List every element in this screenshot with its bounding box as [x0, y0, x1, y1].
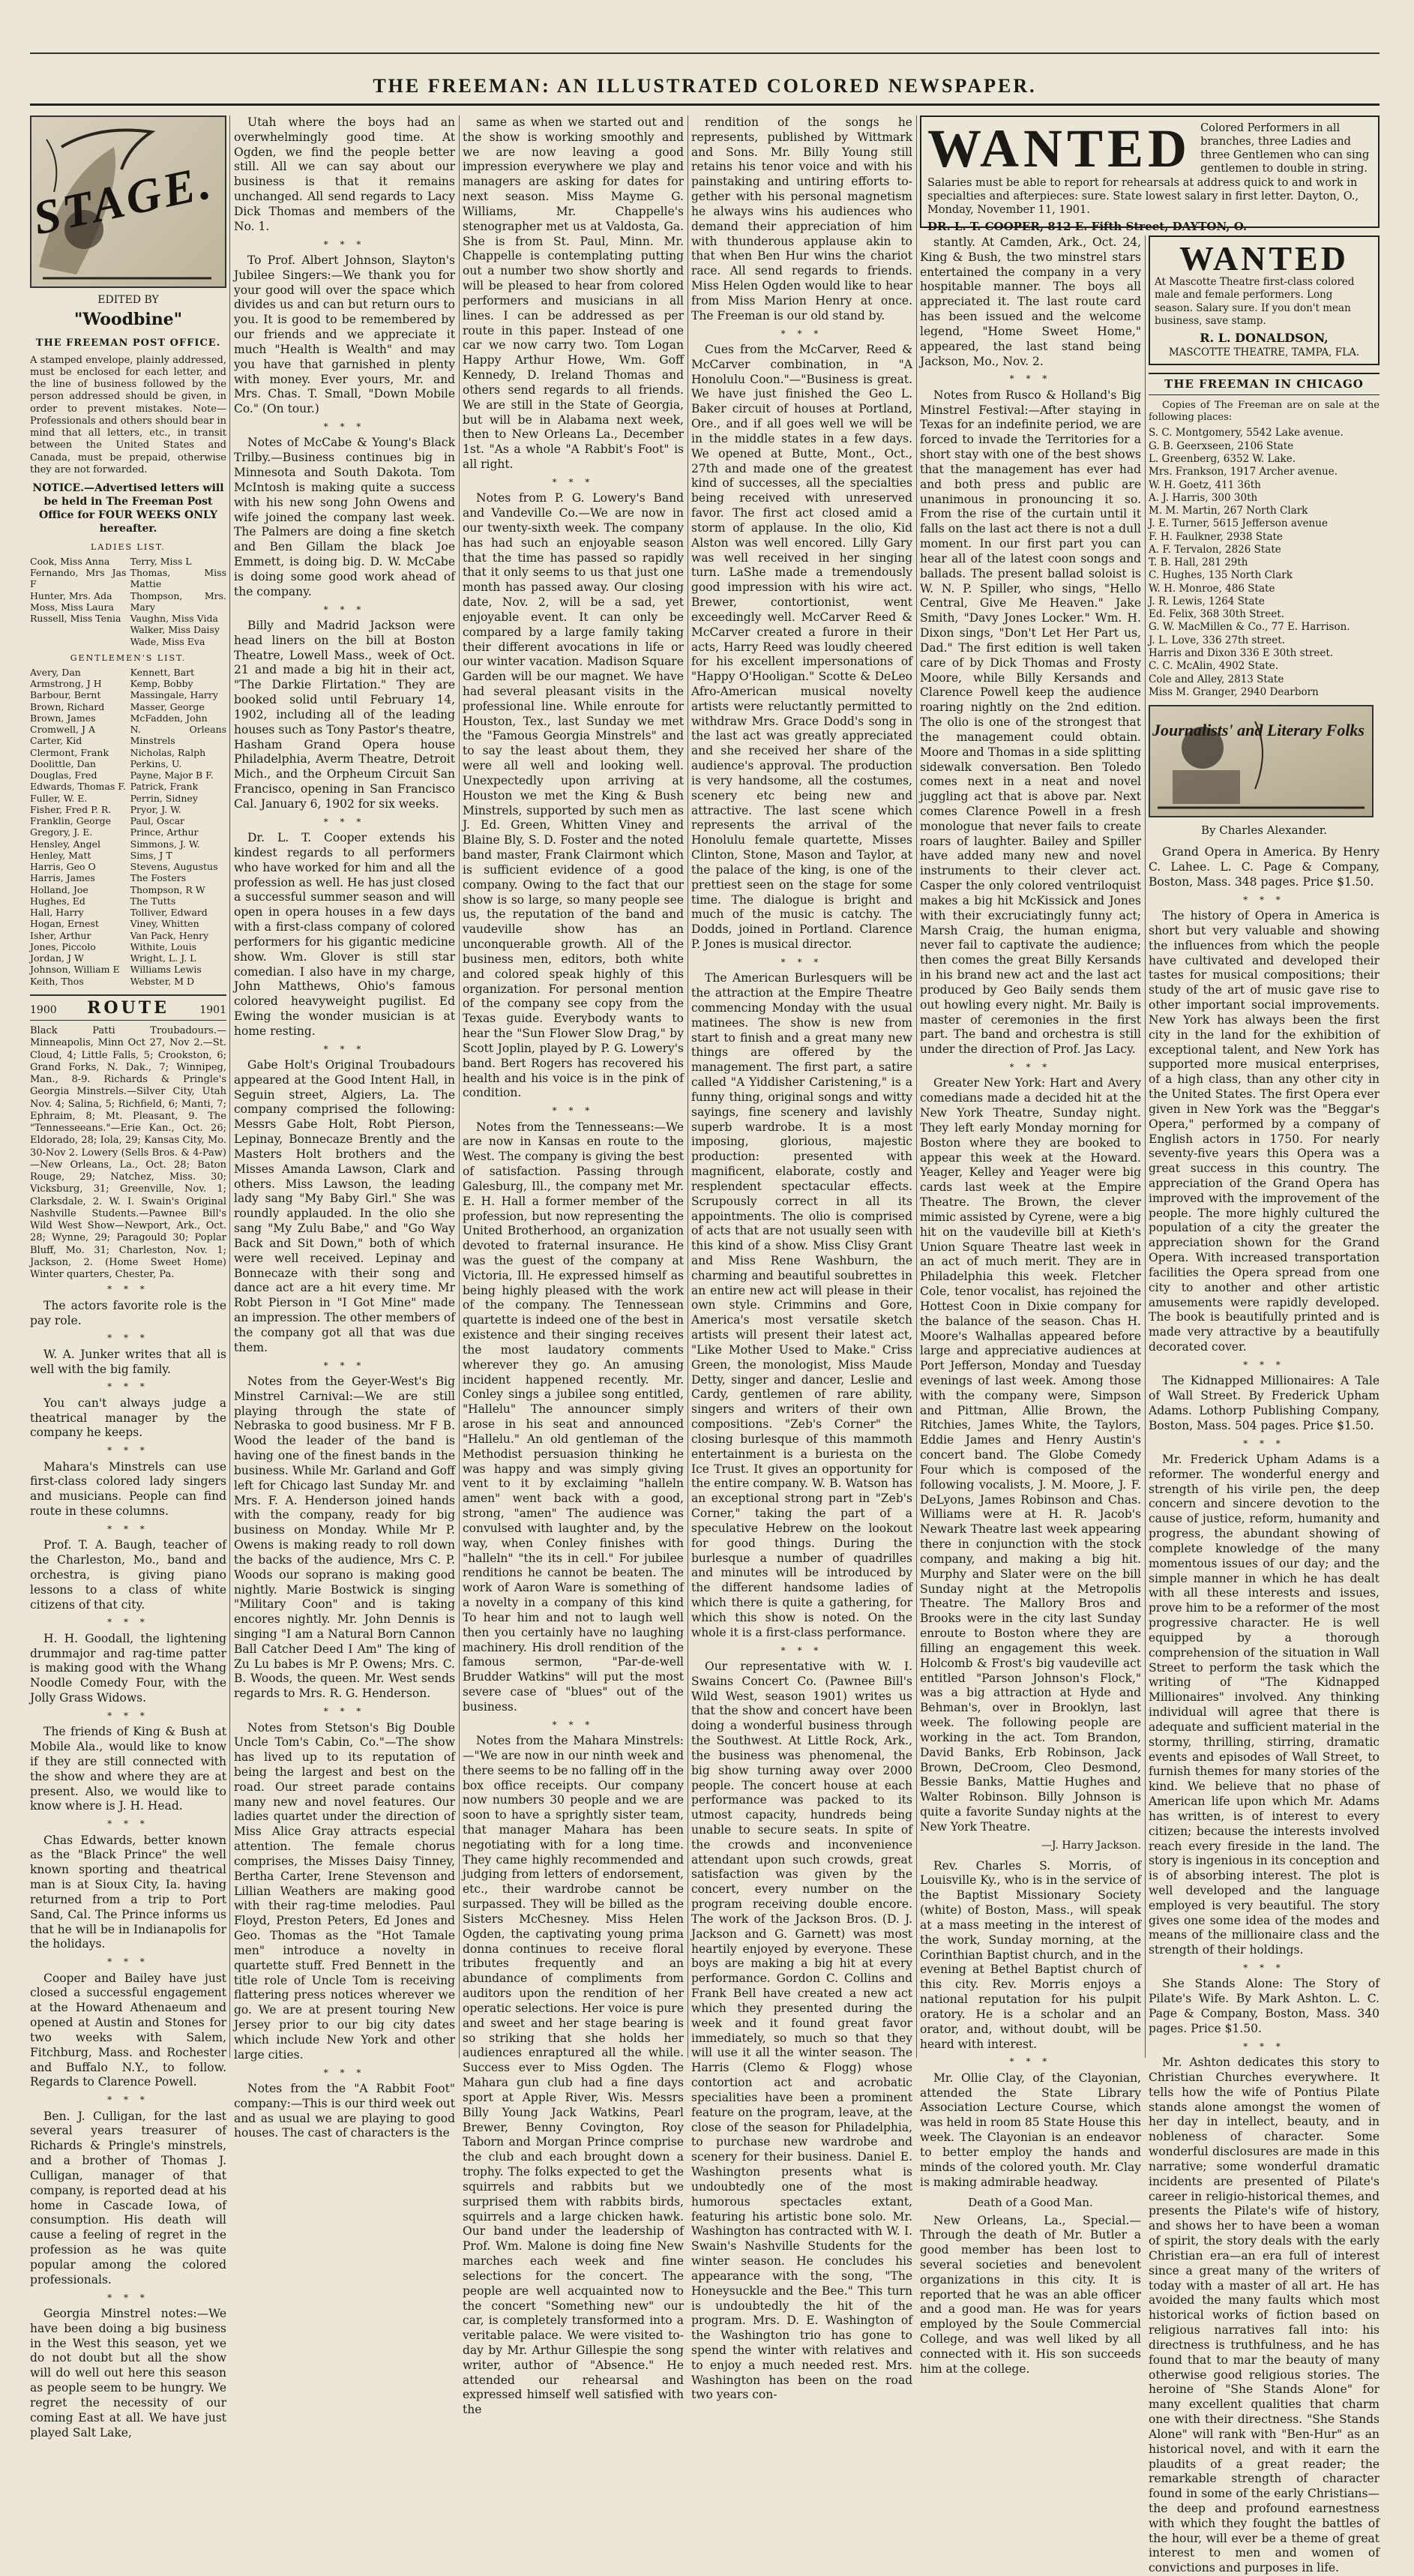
separator-stars: * * * — [323, 1360, 366, 1371]
wanted-headline: WANTED — [927, 118, 1192, 178]
article-paragraph: Cues from the McCarver, Reed & McCarver combination, in "A Honolulu Coon."—"Business is great. We have just finished the Geo L. Baker circuit of houses at Portland, Ore., and if all goes well we will be in the middle states in a few days. We opened at Butte, Mont., Oct., 27th and made one of the greatest kind of successes, all the specialties being received with unreserved favor. The first act closed amid a storm of applause. In the olio, Kid Alston was well encored. Lilly Gary was well received in her singing turn. LaShe made a tremendously good impression with his wire act. Brewer, contortionist, went exceedingly well. McCarver Reed & McCarver created a furore in their acts, Harry Reed was loudly cheered for his excellent impersonations of "Happy O'Hooligan." Scotte & DeLeo Afro-American musical novelty artists were reluctantly permitted to withdraw Mrs. Grace Dodd's song in the last act was greatly appreciated and she received her share of the audience's approval. The production is very handsome, all the costumes, scenery etc being new and attractive. The last scene which represents the arrival of the Honolulu female quartette, Misses Clinton, Stone, Mason and Taylor, at the palace of the king, is one of the prettiest seen on the stage for some time. The dialogue is bright and much of the music is catchy. The Dodds, joined in Portland. Clarence P. Jones is musical director. — [691, 342, 912, 952]
column-1 — [28, 115, 226, 2440]
article-paragraph: The American Burlesquers will be the attraction at the Empire Theatre commencing Monday with the usual matinees. The show is new from start to finish and a great many new things are offered by the management. The first part, a satire called "A Yiddisher Caristening," is a funny thing, original songs and witty sayings, fine scenery and lavishly superb wardrobe. It is a most imposing, glorious, majestic production: presented with magnificent, elaborate, costly and resplendent spectacular effects. Scrupously correct in all its appointments. The olio is comprised of acts that are not usually seen with this kind of a show. Miss Clisy Grant and Miss Rene Washburn, the charming and beautiful soubrettes in an entire new act will please in their own style. Crimmins and Gore, America's most versatile sketch artists will present their latest act, "Like Mother Used to Make." Criss Green, the monologist, Miss Maude Detty, singer and dancer, Leslie and Cardy, gentlemen of rare ability, singers and writers of their own compositions. "Zeb's Corner" the closing burlesque of this mammoth entertainment is a buriesta on the Ice Trust. It gives an opportunity for the entire company. W. B. Watson has an exceptional strong part in "Zeb's Corner," taking the part of a speculative Hebrew on the lookout for good things. During the burlesque a number of quadrilles and minutes will be introduced by the different handsome ladies of which there is quite a gathering, for which this show is noted. On the whole it is a first-class performance. — [691, 971, 912, 1639]
article-signoff: —J. Harry Jackson. — [1041, 1839, 1141, 1852]
article-paragraph: Mr. Ashton dedicates this story to Christian Churches everywhere. It tells how the wife of Pontius Pilate stands alone amongst the women of her day in intellect, beauty, and in nobleness of character. Some wonderful disclosures are made in this narrative; some wonderful dramatic incidents are presented of Pilate's career in religio-historical themes, and presents the Pilate's wife of history, and shows her to have been a woman of spirit, the story deals with the early Christian era—an era full of interest since a great many of the writers of today with a master of all art. He has avoided the many faults which most historical works of fiction based on religious narratives fall into: his directness is truthfulness, and he has found that to mar the beauty of many otherwise good religious stories. The heroine of "She Stands Alone" for many excellent qualities that charm one with their directness. "She Stands Alone" will rank with "Ben-Hur" as an historical novel, and with it earn the plaudits of a great reader; the remarkable strength of character found in some of the early Christians—the deep and profound earnestness with which they fought the battles of the hour, will ever be a theme of great interest to men and women of convictions and purposes in life. — [1149, 2056, 1380, 2575]
gentlemen-list-right: Kennett, Bart Kemp, Bobby Massingale, Harry Masser, George McFadden, John N. Orleans Minstrels Nicholas, Ralph Perkins, U. Payne, Major B F. Patrick, Frank Perrin, Sidney Pryor, J. W. Paul, Oscar Prince, Arthur Simmons, J. W. Sims, J T Stevens, Augustus The Fosters Thompson, R W The Tutts Tolliver, Edward Viney, Whitten Van Pack, Henry Withite, Louis Wright, L. J. L Williams Lewis Webster, M D — [130, 666, 226, 987]
separator-stars: * * * — [323, 2067, 366, 2078]
wanted-ad-text: Colored Performers in all branches, three Ladies and three Gentlemen who can sing gentlemen to double in string. Salaries must be able to report for rehearsals at address quick to and work in specialties and afterpieces: sure. State lowest salary in first letter. Dayton, O., Monday, November 11, 1901. — [927, 122, 1370, 216]
post-office-title: THE FREEMAN POST OFFICE. — [35, 337, 221, 349]
separator-stars: * * * — [780, 1645, 823, 1656]
separator-stars: * * * — [1243, 1963, 1285, 1974]
article-paragraph: Dr. L. T. Cooper extends his kindest regards to all performers who have worked for him and all the profession as well. He has just closed a successful summer season and will open in opera houses in a few days with a first-class company of colored performers for his gigantic medicine show. Wm. Glover is still star comedian. I also have in my charge, John Matthews, Ohio's famous colored heavyweight pugilist. Ed Ewing the wonder musician is at home resting. — [234, 831, 455, 1038]
route-year-right: 1901 — [199, 1003, 226, 1016]
separator-stars: * * * — [107, 1819, 149, 1830]
article-paragraph: Gabe Holt's Original Troubadours appeared at the Good Intent Hall, in Seguin street, Algiers, La. The company comprised the following: Messrs Gabe Holt, Robt Pierson, Lepinay, Bonnecaze Brently and the Masters Holt brothers and the Misses Amanda Lawson, Clark and others. Miss Lawson, the leading lady sang "My Baby Girl." She was roundly applauded. In the olio she sang "My Zulu Babe," and "Go Way Back and Sit Down," both of which were well received. Lepinay and Bonnecaze with their song and dance act are a hit every time. Mr Robt Pierson in "I Got Mine" made an impression. The other members of the company got all that was due them. — [234, 1058, 455, 1354]
article-paragraph: New Orleans, La., Special.—Through the death of Mr. Butler a good member has been lost to several societies and benevolent organizations in this city. It is reported that he was an able officer and a good man. He was for years employed by the Soule Commercial College, and was well liked by all connected with it. His son succeeds him at the college. — [920, 2213, 1141, 2376]
column-6 — [1149, 235, 1380, 2575]
article-paragraph: stantly. At Camden, Ark., Oct. 24, King & Bush, the two minstrel stars entertained the company in a very hospitable manner. The boys all appreciated it. The last route card has been issued and the welcome legend, "Home Sweet Home," appeared, the last stand being Jackson, Mo., Nov. 2. — [920, 235, 1141, 368]
separator-stars: * * * — [552, 476, 595, 487]
article-paragraph: Utah where the boys had an overwhelmingly good time. At Ogden, we find the people better still. All we can say about our business is that it remains unchanged. All send regards to Lacy Dick Thomas and members of the No. 1. — [234, 115, 455, 233]
article-paragraph: Our representative with W. I. Swains Concert Co. (Pawnee Bill's Wild West, season 1901) writes us that the show and concert have been doing a wonderful business through the Southwest. At Little Rock, Ark., the business was phenomenal, the big show turning away over 2000 people. The concert house at each performance was packed to its utmost capacity, hundreds being unable to secure seats. In spite of the crowds and inconvenience attendant upon such crowds, great satisfaction was given by the concert, every number on the program receiving double encore. The work of the Jackson Bros. (D. J. Jackson and G. Garnett) was most heartily enjoyed by everyone. These boys are making a big hit at every performance. Gordon C. Collins and Frank Bell have created a new act which they presented during the week and it found great favor immediately, so much so that they will use it all the winter season. The Harris (Clemo & Flogg) whose contortion act and acrobatic specialities have been a prominent feature on the program, leave, at the close of the season for Philadelphia, to purchase new wardrobe and scenery for their business. Daniel E. Washington presents what is undoubtedly one of the most humorous spectacles extant, featuring his artistic bone solo. Mr. Washington has contracted with W. I. Swain's Nashville Students for the winter season. He concludes his appearance with the song, "The Honeysuckle and the Bee." This turn is undoubtedly the hit of the program. Mrs. D. E. Washington of the Washington trio has gone to spend the winter with relatives and to enjoy a much needed rest. Mrs. Washington has been on the road two years con- — [691, 1659, 912, 2402]
article-paragraph: To Prof. Albert Johnson, Slayton's Jubilee Singers:—We thank you for your good will over the space which divides us and can but return ours to you. It is good to be remembered by our friends and we appreciate it much "Health is Wealth" and may you have that garnished in plenty with money. Ever yours, Mr. and Mrs. Chas. T. Small, "Down Mobile Co." (On tour.) — [234, 253, 455, 416]
wanted-mascotte-name: R. L. DONALDSON, — [1200, 331, 1329, 346]
separator-stars: * * * — [107, 1445, 149, 1456]
article-paragraph: Notes from the "A Rabbit Foot" company:—This is our third week out and as usual we are playing to good houses. The cast of characters is the — [234, 2081, 455, 2140]
route-title: ROUTE — [87, 997, 169, 1018]
column-rule — [1145, 235, 1146, 2058]
freeman-in-chicago-list: S. C. Montgomery, 5542 Lake avenue. G. B. Geerxseen, 2106 State L. Greenberg, 6352 W. Lake. Mrs. Frankson, 1917 Archer avenue. W. H. Goetz, 411 36th A. J. Harris, 300 30th M. M. Martin, 267 North Clark J. E. Turner, 5615 Jefferson avenue F. H. Faulkner, 2938 State A. F. Tervalon, 2826 State T. B. Hall, 281 29th C. Hughes, 135 North Clark W. H. Monroe, 486 State J. R. Lewis, 1264 State Ed. Felix, 368 30th Street. G. W. MacMillen & Co., 77 E. Harrison. J. L. Love, 336 27th street. Harris and Dixon 336 E 30th street. C. C. McAlin, 4902 State. Cole and Alley, 2813 State Miss M. Granger, 2940 Dearborn — [1149, 427, 1350, 698]
article-paragraph: The history of Opera in America is short but very valuable and showing the influences from which the people have cultivated and developed their tastes for musical compositions; their study of the art of music gave rise to other important social improvements. New York has always been the first city in the land for the exhibition of exceptional talent, and New York has supported more musical enterprises, of a high class, than any other city in the United States. The first Opera ever given in New York was the "Beggar's Opera," performed by a company of English actors in 1750. For nearly seventy-five years this Opera was a great success in this country. The appreciation of the Grand Opera has improved with the improvement of the people. The more highly cultured the population of a city the greater the appreciation shown for the Grand Opera. With increased transportation facilities the Opera spread from one city to another and other artistic amusements were rapidly developed. The book is beautifully printed and is made very attractive by a beautifully decorated cover. — [1149, 909, 1380, 1354]
notice-text: NOTICE.—Advertised letters will be held in The Freeman Post Office for FOUR WEEKS ONLY hereafter. — [32, 482, 224, 535]
separator-stars: * * * — [107, 2292, 149, 2303]
article-paragraph: W. A. Junker writes that all is well with the big family. — [30, 1347, 226, 1376]
ladies-list-left: Cook, Miss Anna Fernando, Mrs Jas F Hunter, Mrs. Ada Moss, Miss Laura Russell, Miss Tenia — [30, 555, 127, 625]
wanted-mascotte-text: At Mascotte Theatre first-class colored male and female performers. Long season. Salary sure. If you don't mean business, save stamp. — [1155, 276, 1355, 327]
ladies-list-title: LADIES LIST. — [91, 541, 166, 552]
separator-stars: * * * — [323, 238, 366, 250]
freeman-in-chicago-title: THE FREEMAN IN CHICAGO — [1149, 373, 1380, 395]
article-paragraph: Georgia Minstrel notes:—We have been doing a big business in the West this season, yet we do not doubt but all the show will do well out here this season as people seem to be hungry. We regret the necessity of our coming East at all. We have just played Salt Lake, — [30, 2306, 226, 2440]
separator-stars: * * * — [780, 328, 823, 339]
gentlemen-list-left: Avery, Dan Armstrong, J H Barbour, Bernt Brown, Richard Brown, James Cromwell, J A Carter, Kid Clermont, Frank Doolittle, Dan Douglas, Fred Edwards, Thomas F. Fuller, W. E. Fisher, Fred P. R. Franklin, George Gregory, J. E. Hensley, Angel Henley, Matt Harris, Geo O Harris, James Holland, Joe Hughes, Ed Hall, Harry Hogan, Ernest Isher, Arthur Jones, Piccolo Jordan, J W Johnson, William E Keith, Thos — [30, 666, 126, 987]
column-rule — [229, 115, 230, 2058]
article-paragraph: Cooper and Bailey have just closed a successful engagement at the Howard Athenaeum and opened at Austin and Stones for two weeks with Salem, Fitchburg, Mass. and Rochester and Buffalo N.Y., to follow. Regards to Clarence Powell. — [30, 1971, 226, 2089]
editor-name: "Woodbine" — [73, 309, 183, 329]
separator-stars: * * * — [107, 1710, 149, 1721]
article-paragraph: Notes from the Tennesseans:—We are now in Kansas en route to the West. The company is giving the best of satisfaction. Passing through Galesburg, Ill., the company met Mr. E. H. Hall a former member of the profession, but now representing the United Brotherhood, an organization devoted to fraternal insurance. He was the guest of the company at Victoria, Ill. He expressed himself as being highly pleased with the work of the company. The Tennessean quartette is indeed one of the best in existence and their singing receives the most laudatory comments wherever they go. An amusing incident happened recently. Mr. Conley sings a jubilee song entitled, "Hallelu" The announcer simply arose in his seat and announced "Hallelu." An old gentleman of the Methodist persuasion thinking he was happy and was simply giving vent to it by exclaiming "halleln amen" went back with a good, strong, "amen" The audience was convulsed with laughter and, by the way, when Conley finishes with "halleln" "the its in cell." For jubilee renditions he cannot be beaten. The work of Aaron Ware is something of a novelty in a company of this kind To hear him and not to laugh well then you certainly have no laughing machinery. His droll rendition of the famous sermon, "Par-de-well Brudder Watkins" will put the most severe case of "blues" out of the business. — [463, 1120, 684, 1714]
article-paragraph: You can't always judge a theatrical manager by the company he keeps. — [30, 1396, 226, 1440]
top-rule — [30, 52, 1380, 54]
article-paragraph: She Stands Alone: The Story of Pilate's Wife. By Mark Ashton. L. C. Page & Company, Boston, Mass. 340 pages. Price $1.50. — [1149, 1977, 1380, 2035]
article-paragraph: Grand Opera in America. By Henry C. Lahee. L. C. Page & Company, Boston, Mass. 348 pages. Price $1.50. — [1149, 845, 1380, 889]
separator-stars: * * * — [323, 1706, 366, 1717]
separator-stars: * * * — [1243, 2041, 1285, 2052]
wanted-advertisement — [920, 115, 1380, 233]
separator-stars: * * * — [323, 816, 366, 827]
column-rule — [916, 115, 917, 2058]
separator-stars: * * * — [552, 1719, 595, 1730]
edited-by-label: EDITED BY — [97, 294, 159, 306]
article-paragraph: The Kidnapped Millionaires: A Tale of Wall Street. By Frederick Upham Adams. Lothorp Publishing Company, Boston, Mass. 504 pages. Price $1.50. — [1149, 1374, 1380, 1432]
article-paragraph: Ben. J. Culligan, for the last several years treasurer of Richards & Pringle's minstrels, and a brother of Thomas J. Culligan, manager of that company, is reported dead at his home in Cascade Iowa, of consumption. His death will cause a feeling of regret in the profession as he was quite popular among the colored professionals. — [30, 2109, 226, 2287]
article-paragraph: Mahara's Minstrels can use first-class colored lady singers and musicians. People can find route in these columns. — [30, 1459, 226, 1519]
separator-stars: * * * — [1243, 1438, 1285, 1449]
article-paragraph: Notes from Rusco & Holland's Big Minstrel Festival:—After staying in Texas for an indefinite period, we are forced to invade the Territories for a short stay with one of the best shows that the management has ever had and both press and public are unanimous in pronouncing it so. From the rise of the curtain until it falls on the last act there is not a dull moment. In our first part you can hear all of the latest coon songs and ballads. The present ballad soloist is W. N. P. Spiller, who sings, "Hello Central, Give Me Heaven." Jake Smith, "Davy Jones Locker." Wm. H. Dixon sings, "Don't Let Her Part us, Dad." The first edition is well taken care of by Dick Thomas and Frosty Moore, while Billy Kersands and Clarence Powell keep the audience roaring nightly on the 2nd edition. The olio is one of the strongest that the management could obtain. Moore and Thomas in a side splitting sidewalk conversation. Ben Toledo comes next in a neat and novel juggling act that is above par. Next comes Clarence Powell in a fresh monologue that never fails to create roars of laughter. Bailey and Spiller have added many new and novel instruments to their clever act. Casper the only colored ventriloquist makes a big hit McKissick and Jones with their excruciatingly funny act; Marsh Craig, the human enigma, never fail to captivate the audience; then comes the great Billy Kersands in his brand new act and the last act produced by Geo Baily sends them out howling every night. Mr. Baily is master of ceremonies in the first part. The band and orchestra is still under the direction of Prof. Jas Lacy. — [920, 388, 1141, 1057]
article-paragraph: Rev. Charles S. Morris, of Louisville Ky., who is in the service of the Baptist Missionary Society (white) of Boston, Mass., will speak at a mass meeting in the interest of the work, Sunday morning, at the Corinthian Baptist church, and in the evening at Bethel Baptist church of this city. Rev. Morris enjoys a national reputation for his pulpit oratory. He is a scholar and an orator, and, without doubt, will be heard with interest. — [920, 1858, 1141, 2051]
article-paragraph: same as when we started out and the show is working smoothly and we are now leaving a good impression everywhere we play and managers are asking for dates for next season. Miss Mayme G. Williams, Mr. Chappelle's stenographer met us at Valdosta, Ga. She is from St. Paul, Minn. Mr. Chappelle is contemplating putting out a number two show shortly and will be pleased to hear from colored performers and musicians in all lines. I can be addressed as per route in this paper. Instead of one car we now carry two. Tom Logan Happy Arthur Howe, Wm. Goff Kennedy, D. Ireland Thomas and others send regards to all friends. We are still in the State of Georgia, but will be in Alabama next week, then to New Orleans La., December 1st. "As a whole "A Rabbit's Foot" is all right. — [463, 115, 684, 472]
separator-stars: * * * — [107, 1957, 149, 1968]
column-5 — [920, 235, 1141, 2376]
article-paragraph: Chas Edwards, better known as the "Black Prince" the well known sporting and theatrical man is at Sioux City, Ia. having returned from a trip to Port Sand, Cal. The Prince informs us that he will be in Indianapolis for the holidays. — [30, 1833, 226, 1951]
separator-stars: * * * — [107, 1523, 149, 1534]
separator-stars: * * * — [1009, 2056, 1052, 2068]
route-year-left: 1900 — [30, 1003, 57, 1016]
wanted-mascotte-headline: WANTED — [1179, 239, 1349, 277]
article-paragraph: Notes from the Mahara Minstrels:—"We are now in our ninth week and there seems to be no falling off in the box office receipts. Our company now numbers 30 people and we are soon to have a sprightly sister team, that manager Mahara has been negotiating with for a long time. They came highly recommended and judging from letters of endorsement, etc., their wardrobe cannot be surpassed. They will be billed as the Sisters McChesney. Miss Helen Ogden, the captivating young prima donna continues to receive floral tributes frequently and an abundance of compliments from auditors upon the rendition of her operatic selections. Her voice is pure and sweet and her stage bearing is so striking that she holds her audiences enraptured all the while. Success ever to Miss Ogden. The Mahara gun club had a fine days sport at Apple River, Wis. Messrs Billy Young Jack Watkins, Pearl Brewer, Benny Covington, Roy Taborn and Morgan Prince comprise the club and each brought down a trophy. The folks expected to get the squirrels and rabbits but we surprised them with rabbits birds, squirrels and a large chicken hawk. Our band under the leadership of Prof. Wm. Malone is doing fine New marches each week and fine selections for the concert. The people are well acquainted now to the concert "Something new" our car, is completely transformed into a veritable palace. We were visited to-day by Mr. Arthur Gillespie the song writer, author of "Absence." He attended our rehearsal and expressed himself well satisfied with the — [463, 1734, 684, 2417]
gentlemen-list-title: GENTLEMEN'S LIST. — [70, 652, 187, 663]
separator-stars: * * * — [107, 1333, 149, 1344]
column-5-articles — [920, 235, 1141, 2377]
column-2 — [234, 115, 455, 2140]
separator-stars: * * * — [107, 1617, 149, 1628]
article-paragraph: Mr. Ollie Clay, of the Clayonian, attended the State Library Association Lecture Course, which was held in room 85 State House this week. The Clayonian is an endeavor to better employ the hands and minds of the colored youth. Mr. Clay is making admirable headway. — [920, 2071, 1141, 2189]
journalists-title: Journalists' and Literary Folks — [1152, 721, 1365, 740]
column-4 — [691, 115, 912, 2402]
ladies-list — [30, 556, 226, 647]
gentlemen-list — [30, 667, 226, 987]
separator-stars: * * * — [323, 1043, 366, 1054]
column-3 — [463, 115, 684, 2417]
separator-stars: * * * — [1009, 1062, 1052, 1073]
separator-stars: * * * — [1009, 373, 1052, 385]
article-paragraph: Greater New York: Hart and Avery comedians made a decided hit at the New York Theatre, Sunday night. They left early Monday morning for Boston where they are booked to appear this week at the Howard. Yeager, Kelley and Yeager were big cards last week at the Empire Theatre. The Brown, the clever mimic assisted by Cyrene, were a big hit on the vaudeville bill at Kieth's Union Square Theatre last week in an act of much merit. They are in Philadelphia this week. Fletcher Cole, tenor vocalist, has rejoined the Hottest Coon in Dixie company for the balance of the season. Chas H. Moore's Walhallas appeared before large and appreciative audiences at Port Jefferson, Monday and Tuesday evenings of last week. Among those with the company were, Simpson and Pittman, Allie Brown, the Ritchies, James White, the Taylors, Eddie James and Henry Austin's concert band. The Globe Comedy Four which is composed of the following vocalists, J. M. Moore, J. F. DeLyons, James Robinson and Chas. Williams were at H. R. Jacob's Newark Theatre last week appearing there in conjunction with the stock company, and making a big hit. Murphy and Slater were on the bill Sunday night at the Metropolis Theatre. The Mallory Bros and Brooks were in the city last Sunday enroute to Boston where they are filling an engagement this week. Holcomb & Frost's big vaudeville act entitled "Parson Johnson's Flock," was a big attraction at Hyde and Behman's, over in Brooklyn, last week. The following people are working in the act. Tom Brandon, David Banks, Erb Robinson, Jack Brown, DeCroom, Cleo Desmond, Bessie Banks, Mattie Hughes and Walter Robinson. Billy Johnson is quite a favorite Sunday nights at the New York Theatre. — [920, 1076, 1141, 1834]
separator-stars: * * * — [107, 2095, 149, 2106]
separator-stars: * * * — [107, 1284, 149, 1295]
article-paragraph: Notes from P. G. Lowery's Band and Vandeville Co.—We are now in our twenty-sixth week. The company has had such an enjoyable season that the time has passed so rapidly that it only seems to us that just one month has passed away. Our closing date, Nov. 2, will be a sad, yet enjoyable event. It can only be compared by a large family taking their different avocations in life or our winter vacation. Madison Square Garden will be our magnet. We have had several pleasant visits in the professional line. While enroute for Houston, Tex., last Sunday we met the "Famous Georgia Minstrels" and to say the least about them, they were all well and looking well. Unexpectedly upon arriving at Houston we met the King & Bush Minstrels, supported by such men as J. Ed. Green, Whitten Viney and Blaine Bly, S. D. Foster and the noted band master, Frank Clairmont which is sufficient evidence of a good company. Owing to the fact that our show is so large, so many people see us, the reputation of the band and vaudeville show has an unconquerable growth. All of the business men, editors, both white and colored speak highly of this organization. For personal mention of the company see copy from the Texas guide. Everybody wants to hear the "Sun Flower Slow Drag," by Scott Joplin, played by P. G. Lowery's band. Bert Rogers has recovered his health and his voice is in the pink of condition. — [463, 491, 684, 1100]
wanted-mascotte-ad — [1149, 235, 1380, 365]
article-paragraph: H. H. Goodall, the lightening drummajor and rag-time patter is making good with the Whang Noodle Comedy Four, with the Jolly Grass Widows. — [30, 1631, 226, 1705]
article-paragraph: The friends of King & Bush at Mobile Ala., would like to know if they are still connected with the show and where they are at present. Also, we would like to know where is J. H. Head. — [30, 1725, 226, 1813]
article-paragraph: Notes of McCabe & Young's Black Trilby.—Business continues big in Minnesota and South Dakota. Tom McIntosh is making quite a success with his new song John Owens and wife joined the company last week. The Palmers are doing a fine sketch and Ben Gillam the black Joe Emmett, is doing big. D. W. McCabe is doing some good work ahead of the company. — [234, 436, 455, 598]
journalists-illustration — [1149, 705, 1374, 817]
newspaper-page — [28, 52, 1380, 2575]
ladies-list-right: Terry, Miss L Thomas, Miss Mattie Thompson, Mrs. Mary Vaughn, Miss Vida Walker, Miss Daisy Wade, Miss Eva — [130, 555, 226, 647]
separator-stars: * * * — [107, 1381, 149, 1393]
column-1-articles — [30, 1299, 226, 2441]
stage-illustration — [30, 115, 226, 288]
separator-stars: * * * — [323, 421, 366, 433]
separator-stars: * * * — [552, 1105, 595, 1117]
article-paragraph: Billy and Madrid Jackson were head liners on the bill at Boston Theatre, Lowell Mass., week of Oct. 21 and made a big hit in their act, "The Darkie Flirtation." They are booked solid until February 14, 1902, including all of the leading houses such as Tony Pastor's theatre, Hasham Grand Opera house Philadelphia, Averm Theatre, Detroit Mich., and the Orpheum Circuit San Francisco, opening in San Francisco Cal. January 6, 1902 for six weeks. — [234, 618, 455, 811]
separator-stars: * * * — [323, 604, 366, 615]
freeman-in-chicago-intro: Copies of The Freeman are on sale at the following places: — [1149, 399, 1380, 424]
article-headline: Death of a Good Man. — [968, 2196, 1093, 2210]
route-text: Black Patti Troubadours.—Minneapolis, Minn Oct 27, Nov 2.—St. Cloud, 4; Little Falls, 5; Crookston, 6; Grand Forks, N. Dak., 7; Winnipeg, Man., 8-9. Richards & Pringle's Georgia Minstrels.—Silver City, Utah Nov. 4; Salina, 5; Richfield, 6; Manti, 7; Ephraim, 8; Mt. Pleasant, 9. The "Tennesseeans."—Erie Kan., Oct. 26; Eldorado, 28; Iola, 29; Kansas City, Mo. 30-Nov 2. Lowery (Sells Bros. & 4-Paw)—New Orleans, La., Oct. 28; Baton Rouge, 29; Natchez, Miss. 30; Vicksburg, 31; Greenville, Nov. 1; Clarksdale, 2. W. I. Swain's Original Nashville Students.—Pawnee Bill's Wild West Show—Newport, Ark., Oct. 28; Wynne, 29; Paragould 30; Poplar Bluff, Mo. 31; Charleston, Nov. 1; Jackson, 2. (Home Sweet Home) Winter quarters, Chester, Pa. — [30, 1025, 226, 1281]
article-paragraph: Notes from the Geyer-West's Big Minstrel Carnival:—We are still playing through the state of Nebraska to good business. Mr F B. Wood the leader of the band is having one of the finest bands in the business. While Mr. Garland and Goff left for Chicago last Sunday Mr. and Mrs. F. A. Henderson joined hands with the company, ready for big business on Monday. While Mr P. Owens is making ready to roll down the backs of the audience, Mrs C. P. Woods our soprano is making good nightly. Marie Bostwick is singing "Military Coon" and is taking encores nightly. Mr. John Dennis is singing "I am a Natural Born Cannon Ball Catcher Deed I Am" The king of Zu Lu babes is Mr P. Owens; Mrs. C. B. Woods, the queen. Mr. West sends regards to Mrs. R. G. Henderson. — [234, 1374, 455, 1701]
route-header — [30, 994, 226, 1021]
column-6-articles — [1149, 845, 1380, 2576]
byline: By Charles Alexander. — [1201, 823, 1327, 838]
wanted-mascotte-address: MASCOTTE THEATRE, TAMPA, FLA. — [1168, 346, 1360, 358]
separator-stars: * * * — [780, 956, 823, 967]
article-paragraph: Notes from Stetson's Big Double Uncle Tom's Cabin, Co."—The show has lived up to its reputation of being the largest and best on the road. Our street parade contains many new and novel features. Our ladies quartet under the direction of Miss Alice Gray attracts especial attention. The female chorus comprises, the Misses Daisy Tinney, Bertha Carter, Irene Stevenson and Lillian Weathers are making good with their rag-time melodies. Paul Floyd, Preston Peters, Ed Jones and Geo. Thomas as the "Hot Tamale men" introduce a novelty in quartette stuff. Fred Bennett in the title role of Uncle Tom is receiving flattering press notices wherever we go. We are at present touring New Jersey prior to our big city dates which include New York and other large cities. — [234, 1720, 455, 2062]
stage-title: STAGE. — [28, 154, 218, 245]
article-paragraph: Prof. T. A. Baugh, teacher of the Charleston, Mo., band and orchestra, is giving piano lessons to a class of white citizens of that city. — [30, 1538, 226, 1612]
column-rule — [459, 115, 460, 2058]
separator-stars: * * * — [1243, 894, 1285, 905]
separator-stars: * * * — [1243, 1359, 1285, 1370]
article-paragraph: The actors favorite role is the pay role. — [30, 1298, 226, 1327]
post-office-text: A stamped envelope, plainly addressed, must be enclosed for each letter, and the line of business followed by the person addressed should be given, in order to prevent mistakes. Note—Professionals and others should bear in mind that all letters, etc., in transit between the United States and Canada, must be prepaid, otherwise they are not forwarded. — [30, 354, 226, 475]
masthead: THE FREEMAN: AN ILLUSTRATED COLORED NEWSPAPER. — [30, 75, 1380, 106]
article-paragraph: rendition of the songs he represents, published by Wittmark and Sons. Mr. Billy Young still retains his tenor voice and with his painstaking and untiring efforts to-gether with his personal magnetism he always wins his audiences who demand their appreciation of him with thunderous applause akin to that when Ben Hur wins the chariot race. All send regards to friends. Miss Helen Ogden would like to hear from Miss Marion Henry at once. The Freeman is our old stand by. — [691, 115, 912, 322]
article-paragraph: Mr. Frederick Upham Adams is a reformer. The wonderful energy and strength of his virile pen, the deep concern and sincere devotion to the cause of justice, reform, humanity and progress, the abundant showing of complete knowledge of the many momentous issues of our day; and the simple manner in which he has dealt with all these interests and issues, prove him to be a reformer of the most progressive character. He is well equipped by a thorough comprehension of the situation in Wall Street to perform the task which the writing of "The Kidnapped Millionaires" involved. Any thinking individual will agree that there is adequate and sufficient material in the stormy, thrilling, stirring, dramatic events and episodes of Wall Street, to furnish themes for many stories of the kind. We believe that no phase of American life upon which Mr. Adams has written, is of interest to every citizen; because the interests involved reach every fireside in the land. The story is ingenious in its conception and is of absorbing interest. The plot is well developed and the language employed is very beautiful. The story gives one some idea of the modes and means of the millionaire class and the strength of their holdings. — [1149, 1452, 1380, 1957]
wanted-ad-signature: DR. L. T. COOPER, 812 E. Fifth Street, DAYTON, O. — [927, 219, 1248, 233]
